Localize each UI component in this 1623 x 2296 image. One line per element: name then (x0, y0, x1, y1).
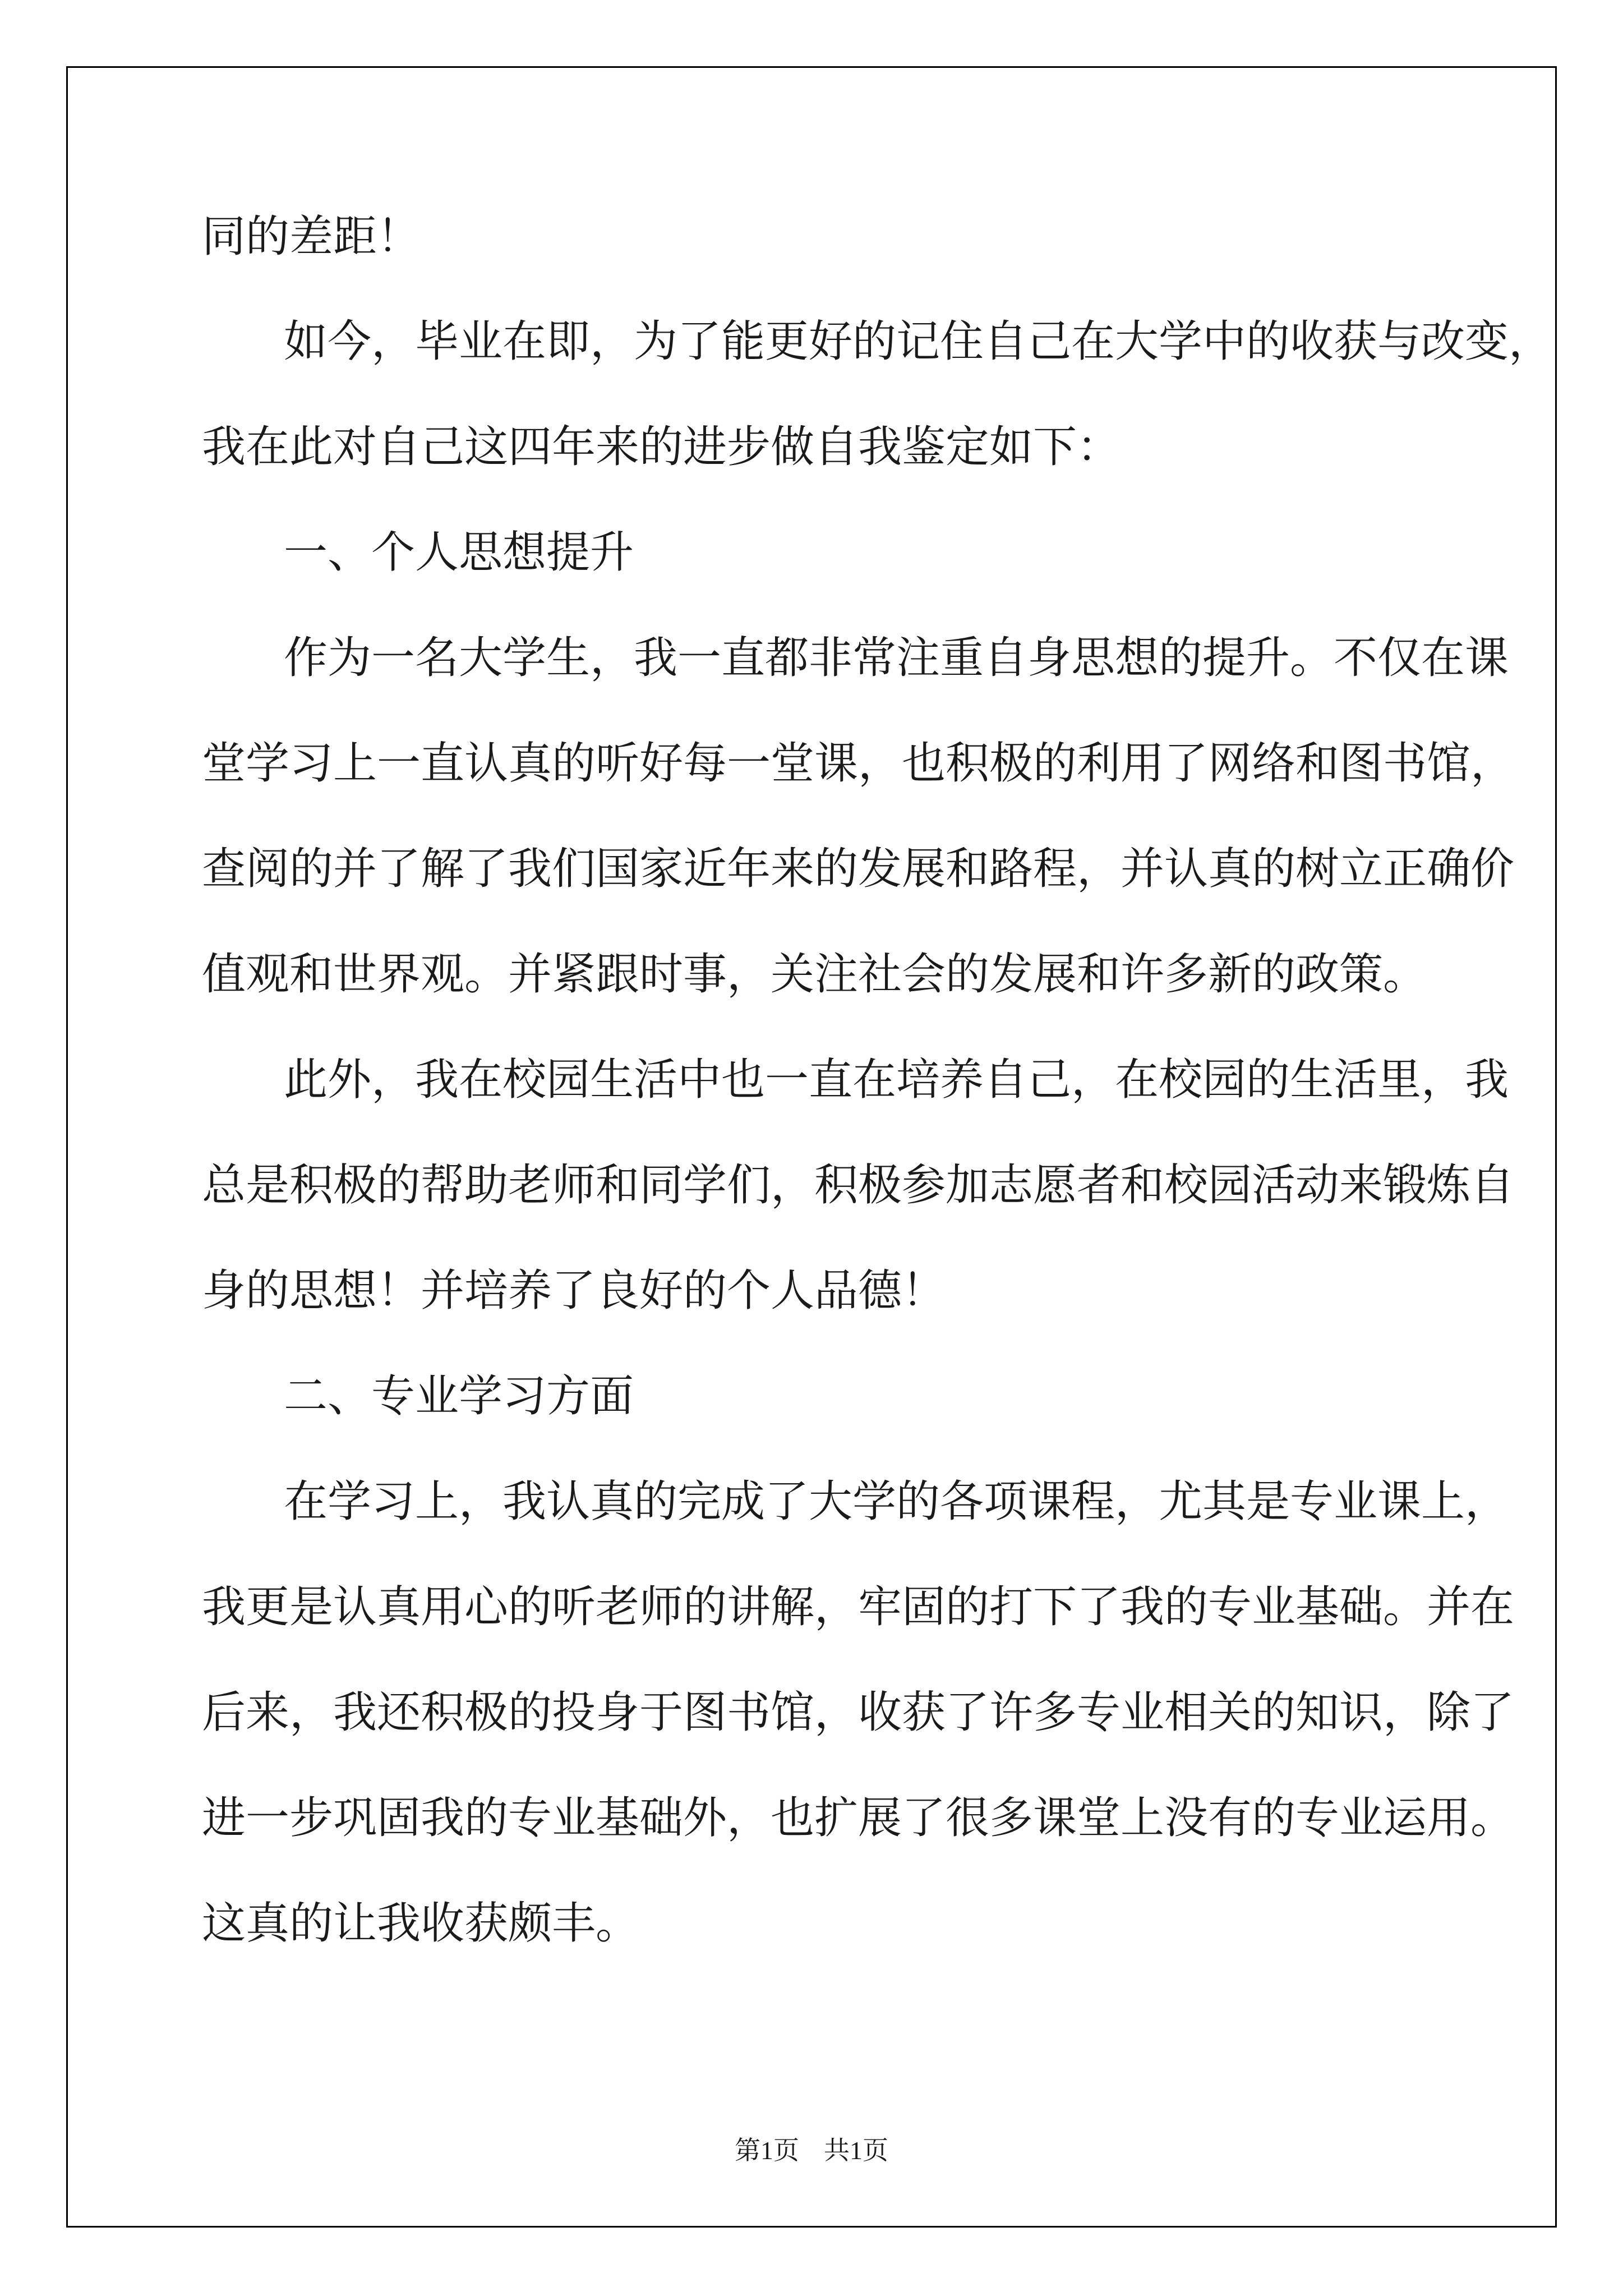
paragraph-line: 作为一名大学生，我一直都非常注重自身思想的提升。不仅在课 (284, 633, 1509, 683)
text-line: 身的思想！并培养了良好的个人品德！ (202, 1266, 946, 1316)
paragraph-line: 在学习上，我认真的完成了大学的各项课程，尤其是专业课上， (284, 1476, 1509, 1527)
paragraph-line: 此外，我在校园生活中也一直在培养自己，在校园的生活里，我 (284, 1055, 1509, 1105)
page-number-current: 第1页 (735, 2136, 799, 2165)
paragraph-line: 如今，毕业在即，为了能更好的记住自己在大学中的收获与改变， (284, 316, 1553, 367)
text-line: 同的差距！ (202, 211, 421, 262)
text-line: 堂学习上一直认真的听好每一堂课，也积极的利用了网络和图书馆， (202, 738, 1515, 789)
text-line: 总是积极的帮助老师和同学们，积极参加志愿者和校园活动来锻炼自 (202, 1160, 1515, 1211)
text-line: 后来，我还积极的投身于图书馆，收获了许多专业相关的知识，除了 (202, 1687, 1515, 1738)
page-number-total: 共1页 (824, 2136, 888, 2165)
text-line: 进一步巩固我的专业基础外，也扩展了很多课堂上没有的专业运用。 (202, 1793, 1515, 1843)
text-line: 我在此对自己这四年来的进步做自我鉴定如下： (202, 422, 1121, 472)
section-heading: 二、专业学习方面 (284, 1371, 634, 1421)
text-line: 这真的让我收获颇丰。 (202, 1898, 640, 1949)
text-line: 我更是认真用心的听老师的讲解，牢固的打下了我的专业基础。并在 (202, 1582, 1515, 1632)
text-line: 查阅的并了解了我们国家近年来的发展和路程，并认真的树立正确价 (202, 844, 1515, 894)
page-footer (0, 2135, 1623, 2166)
text-line: 值观和世界观。并紧跟时事，关注社会的发展和许多新的政策。 (202, 949, 1427, 1000)
section-heading: 一、个人思想提升 (284, 527, 634, 578)
